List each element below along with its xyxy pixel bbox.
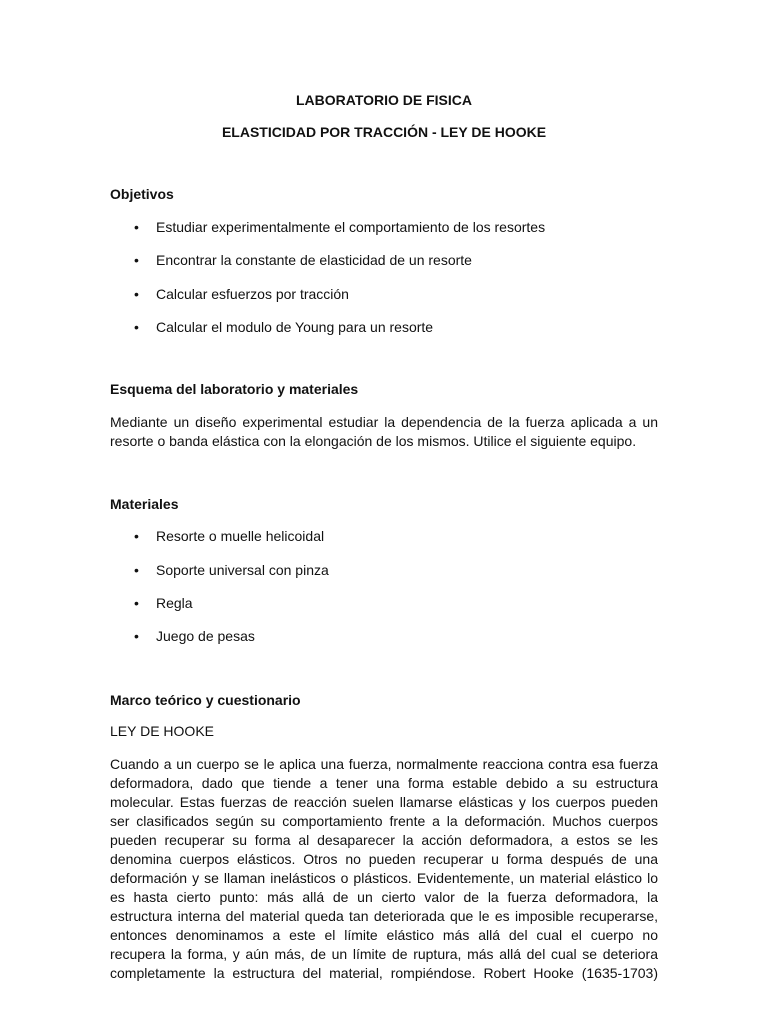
paragraph-line: completamente la estructura del material, rompiéndose. Robert Hooke (1635-1703)	[110, 965, 658, 981]
material-item	[110, 595, 670, 615]
bullet-icon: •	[134, 252, 139, 268]
material-text: Regla	[156, 595, 193, 611]
objective-text: Calcular esfuerzos por tracción	[156, 286, 349, 302]
bullet-icon: •	[134, 286, 139, 302]
objective-item	[110, 252, 670, 272]
bullet-icon: •	[134, 595, 139, 611]
paragraph-line: resorte o banda elástica con la elongación de los mismos. Utilice el siguiente equipo.	[110, 433, 637, 449]
objective-item	[110, 319, 670, 339]
paragraph-line: ser clasificados según su comportamiento frente a la deformación. Muchos cuerpos	[110, 813, 658, 829]
objectives-heading: Objetivos	[110, 186, 174, 202]
theory-subheading: LEY DE HOOKE	[110, 723, 215, 739]
paragraph-line: deformadora, dado que tiende a tener una forma estable debido a su estructura	[110, 775, 658, 791]
bullet-icon: •	[134, 628, 139, 644]
document-title: LABORATORIO DE FISICA	[295, 92, 473, 108]
paragraph-line: denomina cuerpos elásticos. Otros no pueden recuperar u forma después de una	[110, 851, 658, 867]
bullet-icon: •	[134, 319, 139, 335]
material-text: Soporte universal con pinza	[156, 562, 329, 578]
paragraph-line: Mediante un diseño experimental estudiar la dependencia de la fuerza aplicada a un	[110, 414, 658, 430]
theory-paragraph	[110, 755, 658, 983]
material-text: Juego de pesas	[156, 628, 255, 644]
objective-text: Estudiar experimentalmente el comportamiento de los resortes	[156, 219, 546, 235]
objective-item	[110, 286, 670, 306]
paragraph-line: entonces denominamos a este el límite elástico más allá del cual el cuerpo no	[110, 927, 658, 943]
objective-item	[110, 219, 670, 239]
document-subtitle: ELASTICIDAD POR TRACCIÓN - LEY DE HOOKE	[221, 124, 547, 140]
paragraph-line: recupera la forma, y aún más, de un límite de ruptura, más allá del cual se deteriora	[110, 946, 658, 962]
bullet-icon: •	[134, 562, 139, 578]
material-text: Resorte o muelle helicoidal	[156, 528, 325, 544]
material-item	[110, 628, 670, 648]
paragraph-line: molecular. Estas fuerzas de reacción suelen llamarse elásticas y los cuerpos pueden	[110, 794, 658, 810]
materials-heading: Materiales	[110, 496, 179, 512]
paragraph-line: Cuando a un cuerpo se le aplica una fuerza, normalmente reacciona contra esa fuerza	[110, 756, 658, 772]
objective-text: Calcular el modulo de Young para un resorte	[156, 319, 434, 335]
paragraph-line: estructura interna del material queda tan deteriorada que le es imposible recuperarse,	[110, 908, 658, 924]
paragraph-line: pueden recuperar su forma al desaparecer la acción deformadora, a estos se les	[110, 832, 658, 848]
scheme-paragraph	[110, 413, 658, 451]
bullet-icon: •	[134, 528, 139, 544]
scheme-heading: Esquema del laboratorio y materiales	[110, 381, 359, 397]
material-item	[110, 528, 670, 548]
material-item	[110, 562, 670, 582]
bullet-icon: •	[134, 219, 139, 235]
paragraph-line: deformación y se llaman inelásticos o plásticos. Evidentemente, un material elástico lo	[110, 870, 658, 886]
paragraph-line: es hasta cierto punto: más allá de un cierto valor de la fuerza deformadora, la	[110, 889, 658, 905]
objective-text: Encontrar la constante de elasticidad de un resorte	[156, 252, 472, 268]
theory-heading: Marco teórico y cuestionario	[110, 692, 301, 708]
